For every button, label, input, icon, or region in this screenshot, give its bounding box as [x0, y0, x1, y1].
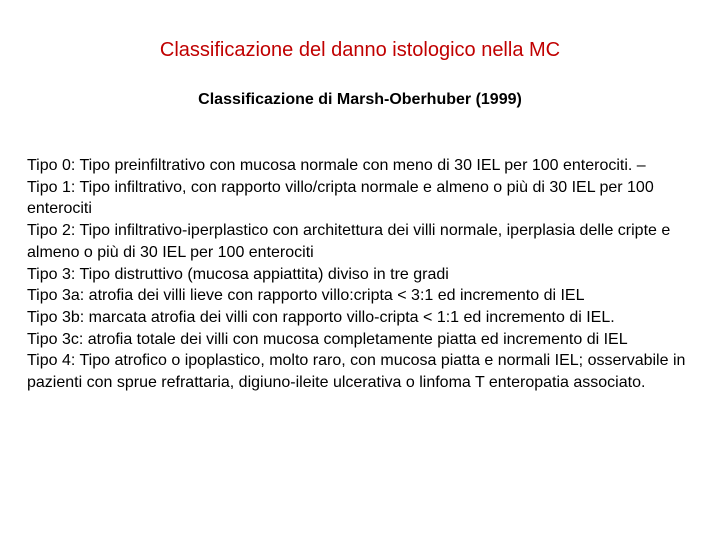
slide-title: Classificazione del danno istologico nella MC — [159, 39, 561, 61]
classification-list — [27, 155, 697, 394]
list-item-tipo-0: Tipo 0: Tipo preinfiltrativo con mucosa normale con meno di 30 IEL per 100 enterociti. – — [27, 157, 646, 174]
list-item-tipo-3b: Tipo 3b: marcata atrofia dei villi con rapporto villo-cripta < 1:1 ed incremento di IEL. — [27, 308, 615, 326]
list-item-tipo-4: Tipo 4: Tipo atrofico o ipoplastico, molto raro, con mucosa piatta e normali IEL; osservabile in pazienti con sprue refrattaria, digiuno-ileite ulcerativa o linfoma T enteropatia associato. — [27, 352, 686, 392]
list-item-tipo-1: Tipo 1: Tipo infiltrativo, con rapporto villo/cripta normale e almeno o più di 30 IEL per 100 enterociti — [27, 178, 654, 218]
list-item-tipo-3a: Tipo 3a: atrofia dei villi lieve con rapporto villo:cripta < 3:1 ed incremento di IEL — [27, 287, 585, 305]
slide-subtitle: Classificazione di Marsh-Oberhuber (1999) — [198, 91, 522, 108]
list-item-tipo-3c: Tipo 3c: atrofia totale dei villi con mucosa completamente piatta ed incremento di IEL — [27, 330, 628, 348]
list-item-tipo-3: Tipo 3: Tipo distruttivo (mucosa appiattita) diviso in tre gradi — [27, 265, 449, 283]
list-item-tipo-2: Tipo 2: Tipo infiltrativo-iperplastico con architettura dei villi normale, iperplasia delle cripte e almeno o più di 30 IEL per 100 enterociti — [27, 222, 671, 261]
